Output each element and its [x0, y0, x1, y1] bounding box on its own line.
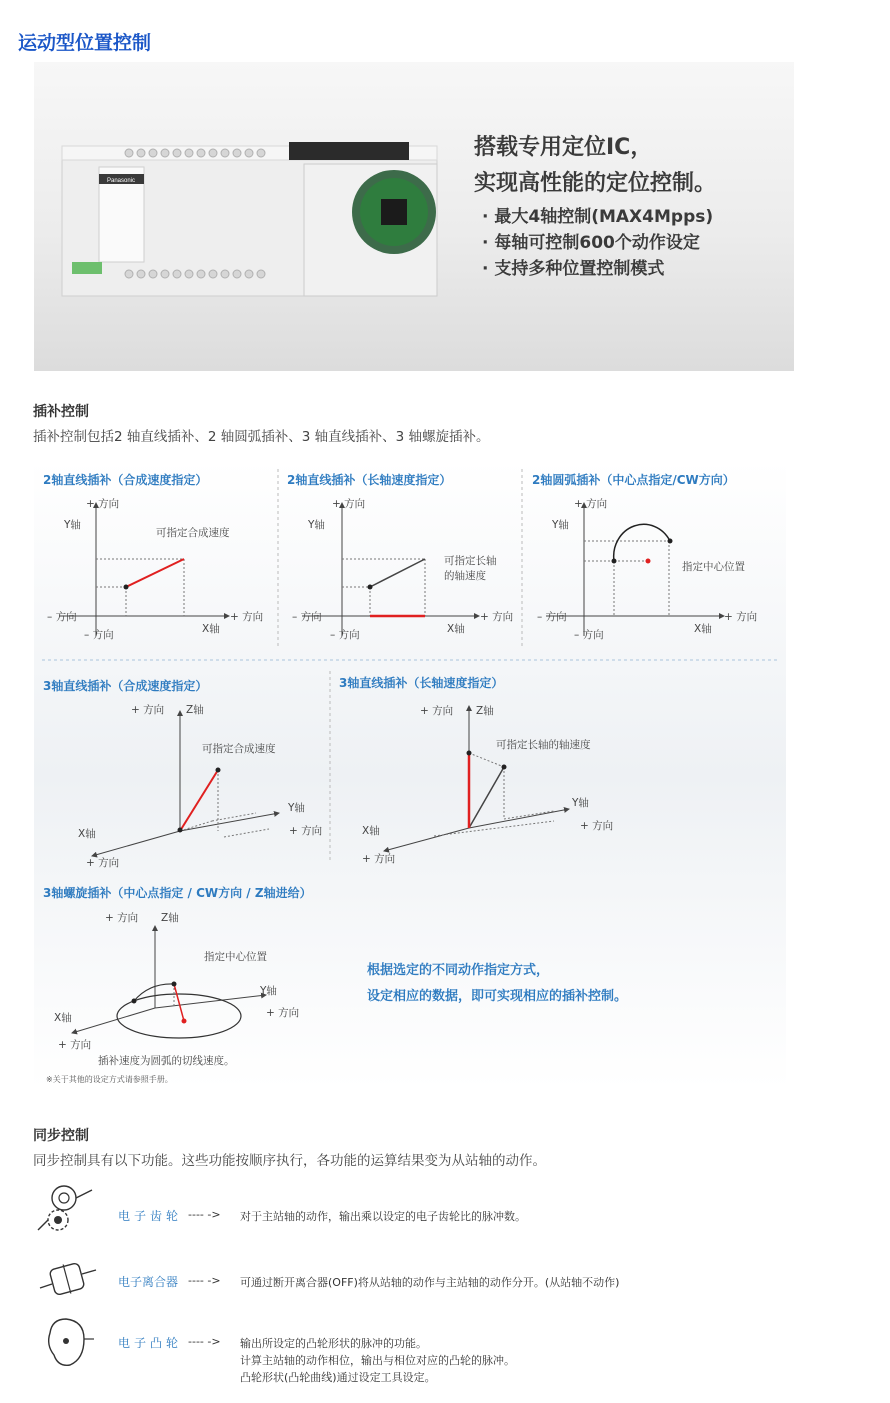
hero-headline-2: 实现高性能的定位控制。	[474, 171, 717, 196]
axis-label: Y轴	[308, 519, 325, 531]
sync-item-arrow: ---- ->	[188, 1335, 221, 1348]
sync-item-name: 电子凸轮	[118, 1336, 183, 1350]
axis-label: X轴	[447, 623, 465, 635]
gear-icon	[36, 1180, 96, 1242]
axis-label: + 方向	[58, 1039, 92, 1051]
axis-label: + 方向	[480, 611, 514, 623]
axis-label: + 方向	[420, 705, 454, 717]
axis-label: + 方向	[724, 611, 758, 623]
panel-title: 3轴直线插补（长轴速度指定）	[339, 676, 504, 690]
axis-label: – 方向	[537, 611, 567, 623]
hero-bullet: · 最大4轴控制(MAX4Mpps)	[482, 207, 714, 227]
axis-label: X轴	[694, 623, 712, 635]
axis-label: + 方向	[289, 825, 323, 837]
axis-label: Y轴	[288, 802, 305, 814]
sync-heading: 同步控制	[33, 1128, 89, 1144]
axis-label: X轴	[362, 825, 380, 837]
axis-label: Y轴	[260, 985, 277, 997]
axis-label: Y轴	[552, 519, 569, 531]
sync-desc: 同步控制具有以下功能。这些功能按顺序执行，各功能的运算结果变为从站轴的动作。	[33, 1153, 546, 1169]
sync-item-name: 电子离合器	[118, 1275, 179, 1289]
interpolation-heading: 插补控制	[33, 404, 89, 420]
panel-3axis-linear-long	[384, 706, 569, 851]
footnote: ※关于其他的设定方式请参照手册。	[46, 1075, 173, 1084]
hero-banner	[34, 62, 794, 371]
panel-2axis-linear-composite	[59, 503, 229, 636]
axis-label: + 方向	[105, 912, 139, 924]
axis-label: + 方向	[230, 611, 264, 623]
panel-note: 的轴速度	[444, 570, 486, 582]
sync-item-arrow: ---- ->	[188, 1208, 221, 1221]
panel-3axis-linear-composite	[92, 711, 279, 856]
panel-title: 3轴直线插补（合成速度指定）	[43, 679, 208, 693]
axis-label: X轴	[54, 1012, 72, 1024]
hero-headline-1: 搭载专用定位IC，	[474, 135, 653, 160]
axis-label: Z轴	[476, 705, 494, 717]
sync-item-desc: 对于主站轴的动作，输出乘以设定的电子齿轮比的脉冲数。	[240, 1210, 526, 1223]
axis-label: – 方向	[574, 629, 604, 641]
axis-label: + 方向	[332, 498, 366, 510]
clutch-icon	[38, 1258, 98, 1302]
panel-caption: 插补速度为圆弧的切线速度。	[98, 1055, 235, 1067]
panel-note: 可指定合成速度	[202, 743, 276, 755]
axis-label: X轴	[202, 623, 220, 635]
axis-label: + 方向	[131, 704, 165, 716]
interpolation-desc: 插补控制包括2 轴直线插补、2 轴圆弧插补、3 轴直线插补、3 轴螺旋插补。	[33, 429, 490, 445]
axis-label: – 方向	[330, 629, 360, 641]
sync-item-desc: 凸轮形状(凸轮曲线)通过设定工具设定。	[240, 1371, 436, 1384]
sync-item-arrow: ---- ->	[188, 1274, 221, 1287]
panel-note: 指定中心位置	[682, 561, 745, 573]
axis-label: + 方向	[574, 498, 608, 510]
summary-line-2: 设定相应的数据，即可实现相应的插补控制。	[367, 989, 628, 1004]
axis-label: Z轴	[186, 704, 204, 716]
panel-note: 可指定长轴	[444, 555, 497, 567]
sync-item-name: 电子齿轮	[118, 1209, 183, 1223]
axis-label: Y轴	[572, 797, 589, 809]
sync-item-desc: 可通过断开离合器(OFF)将从站轴的动作与主站轴的动作分开。(从站轴不动作)	[240, 1276, 620, 1289]
axis-label: X轴	[78, 828, 96, 840]
axis-label: + 方向	[86, 498, 120, 510]
axis-label: + 方向	[266, 1007, 300, 1019]
axis-label: – 方向	[84, 629, 114, 641]
panel-3axis-helical	[72, 926, 266, 1038]
panel-note: 可指定合成速度	[156, 527, 230, 539]
panel-title: 3轴螺旋插补（中心点指定 / CW方向 / Z轴进给）	[43, 886, 312, 900]
axis-label: + 方向	[362, 853, 396, 865]
hero-bullet: · 每轴可控制600个动作设定	[482, 233, 700, 253]
sync-item-desc: 计算主站轴的动作相位，输出与相位对应的凸轮的脉冲。	[240, 1354, 515, 1367]
axis-label: Y轴	[64, 519, 81, 531]
sync-item-desc: 输出所设定的凸轮形状的脉冲的功能。	[240, 1337, 427, 1350]
panel-title: 2轴直线插补（长轴速度指定）	[287, 473, 452, 487]
interpolation-diagram	[34, 461, 786, 1089]
axis-label: + 方向	[580, 820, 614, 832]
panel-title: 2轴直线插补（合成速度指定）	[43, 473, 208, 487]
page-title: 运动型位置控制	[18, 32, 152, 54]
axis-label: + 方向	[86, 857, 120, 869]
axis-label: – 方向	[47, 611, 77, 623]
panel-title: 2轴圆弧插补（中心点指定/CW方向）	[532, 473, 735, 487]
brand-label: Panasonic	[106, 178, 136, 184]
axis-label: – 方向	[292, 611, 322, 623]
panel-note: 可指定长轴的轴速度	[496, 739, 591, 751]
panel-note: 指定中心位置	[204, 951, 267, 963]
cam-icon	[40, 1315, 96, 1371]
axis-label: Z轴	[161, 912, 179, 924]
hero-bullet: · 支持多种位置控制模式	[482, 259, 665, 279]
summary-line-1: 根据选定的不同动作指定方式，	[367, 963, 550, 978]
